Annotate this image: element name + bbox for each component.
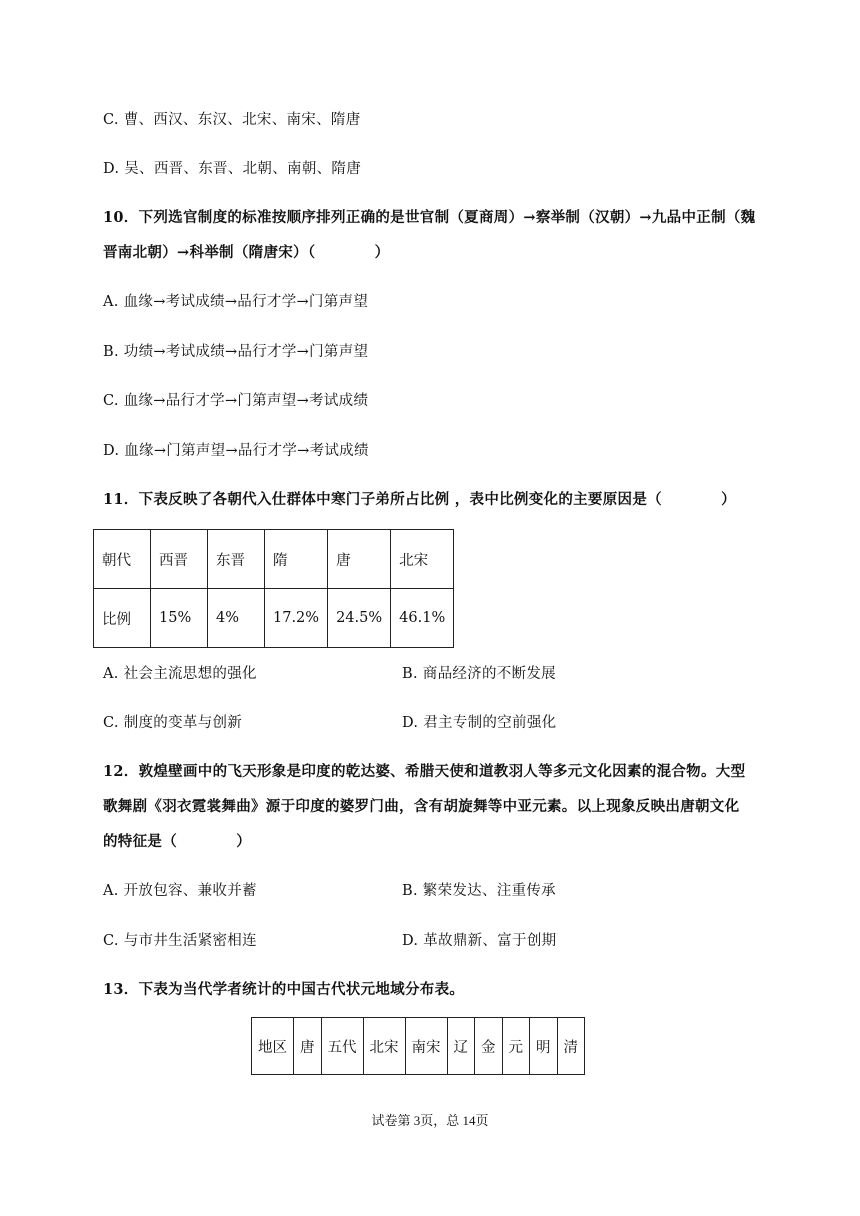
q12-stem-line2: 歌舞剧《羽衣霓裳舞曲》源于印度的婆罗门曲，含有胡旋舞等中亚元素。以上现象反映出唐朝文化 <box>103 798 740 815</box>
q10-stem-line2: 晋南北朝）→科举制（隋唐宋）（ ） <box>103 244 390 261</box>
table-cell: 金 <box>475 1018 503 1075</box>
table-cell: 隋 <box>265 530 328 589</box>
table-cell: 地区 <box>252 1018 294 1075</box>
page-footer: 试卷第 3页，总 14页 <box>371 1113 489 1128</box>
q11-table <box>93 529 454 648</box>
table-cell: 清 <box>557 1018 585 1075</box>
table-cell: 唐 <box>294 1018 322 1075</box>
table-row <box>94 530 454 589</box>
table-cell: 明 <box>530 1018 558 1075</box>
table-cell: 西晋 <box>151 530 208 589</box>
q13-stem: 13．下表为当代学者统计的中国古代状元地域分布表。 <box>103 981 465 998</box>
table-cell: 唐 <box>328 530 391 589</box>
table-cell: 24.5% <box>328 589 391 648</box>
table-cell: 4% <box>208 589 265 648</box>
q11-option-c: C. 制度的变革与创新 <box>103 715 243 731</box>
q9-option-d: D. 吴、西晋、东晋、北朝、南朝、隋唐 <box>103 161 362 177</box>
table-cell: 比例 <box>94 589 151 648</box>
q10-option-a: A. 血缘→考试成绩→品行才学→门第声望 <box>103 294 369 310</box>
table-cell: 南宋 <box>405 1018 447 1075</box>
q13-table <box>251 1017 585 1075</box>
q12-option-c: C. 与市井生活紧密相连 <box>103 933 257 949</box>
q11-option-b: B. 商品经济的不断发展 <box>402 666 556 682</box>
q10-option-b: B. 功绩→考试成绩→品行才学→门第声望 <box>103 344 369 360</box>
q11-stem: 11．下表反映了各朝代入仕群体中寒门子弟所占比例 ，表中比例变化的主要原因是（ ） <box>103 491 736 508</box>
q10-option-d: D. 血缘→门第声望→品行才学→考试成绩 <box>103 443 369 459</box>
table-cell: 辽 <box>447 1018 475 1075</box>
table-cell: 元 <box>502 1018 530 1075</box>
q10-stem-line1: 10．下列选官制度的标准按顺序排列正确的是世官制（夏商周）→察举制（汉朝）→九品中正制（魏 <box>103 209 756 226</box>
q12-stem-line1: 12．敦煌壁画中的飞天形象是印度的乾达婆、希腊天使和道教羽人等多元文化因素的混合物。大型 <box>103 763 746 780</box>
q12-option-b: B. 繁荣发达、注重传承 <box>402 883 556 899</box>
table-cell: 朝代 <box>94 530 151 589</box>
q9-option-c: C. 曹、西汉、东汉、北宋、南宋、隋唐 <box>103 112 361 128</box>
q10-option-c: C. 血缘→品行才学→门第声望→考试成绩 <box>103 393 369 409</box>
table-cell: 46.1% <box>391 589 454 648</box>
q11-option-d: D. 君主专制的空前强化 <box>402 715 557 731</box>
table-cell: 17.2% <box>265 589 328 648</box>
table-row <box>94 589 454 648</box>
table-cell: 五代 <box>321 1018 363 1075</box>
table-cell: 北宋 <box>363 1018 405 1075</box>
q12-option-a: A. 开放包容、兼收并蓄 <box>103 883 257 899</box>
table-cell: 北宋 <box>391 530 454 589</box>
q12-stem-line3: 的特征是（ ） <box>103 833 251 850</box>
table-row <box>252 1018 585 1075</box>
table-cell: 15% <box>151 589 208 648</box>
table-cell: 东晋 <box>208 530 265 589</box>
q11-option-a: A. 社会主流思想的强化 <box>103 666 257 682</box>
q12-option-d: D. 革故鼎新、富于创期 <box>402 933 557 949</box>
